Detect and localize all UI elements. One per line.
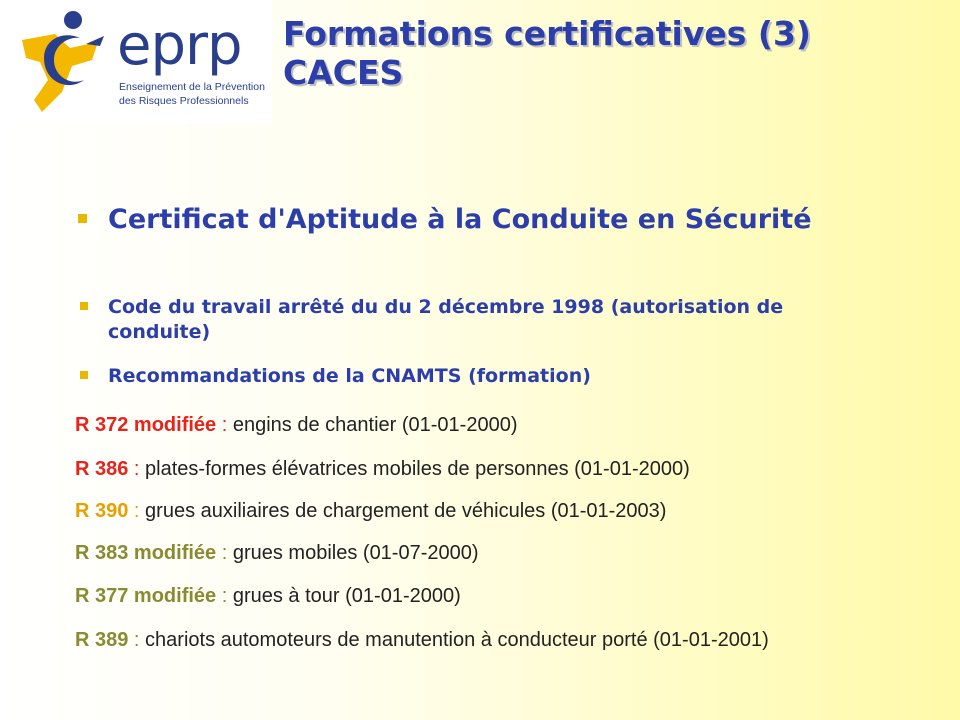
recommendation-description: chariots automoteurs de manutention à conducteur porté (01-01-2001) (145, 629, 769, 651)
slide-title-line1: Formations certificatives (3) (283, 14, 812, 53)
recommendation-code: R 390 (75, 500, 129, 522)
recommendation-separator: : (216, 542, 233, 564)
bullet-marker-icon (80, 302, 88, 310)
recommendation-separator: : (216, 414, 233, 436)
eprp-figure-icon (0, 0, 120, 124)
bullet-marker-icon (80, 371, 88, 379)
recommendation-code: R 389 (75, 629, 129, 651)
recommendation-description: grues mobiles (01-07-2000) (232, 542, 479, 564)
logo-subtitle-line2: des Risques Professionnels (119, 95, 249, 107)
recommendation-code: R 386 (75, 458, 129, 480)
recommendation-code: R 377 modifiée (75, 585, 217, 607)
recommendation-code: R 372 modifiée (75, 414, 217, 436)
recommendation-description: plates-formes élévatrices mobiles de personnes (01-01-2000) (145, 458, 690, 480)
recommendation-description: grues auxiliaires de chargement de véhicules (01-01-2003) (145, 500, 667, 522)
logo-wordmark: eprp (117, 13, 242, 78)
recommendation-separator: : (216, 585, 233, 607)
recommendation-separator: : (128, 458, 146, 480)
recommendation-description: grues à tour (01-01-2000) (232, 585, 461, 607)
recommendation-item (75, 455, 935, 483)
slide-title (283, 14, 943, 92)
bullet-caces-definition: Certificat d'Aptitude à la Conduite en Sécurité (108, 204, 812, 235)
recommendation-code: R 383 modifiée (75, 542, 217, 564)
bullet-recommandations: Recommandations de la CNAMTS (formation) (108, 365, 591, 387)
recommendation-separator: : (128, 629, 146, 651)
slide-title-line2: CACES (283, 53, 404, 92)
recommendation-description: engins de chantier (01-01-2000) (232, 414, 518, 436)
recommendation-item (75, 539, 935, 567)
recommendation-separator: : (128, 500, 146, 522)
recommendation-item (75, 626, 925, 654)
bullet-code-du-travail: Code du travail arrêté du du 2 décembre 1998 (autorisation de conduite) (108, 296, 784, 343)
recommendation-item (75, 411, 935, 439)
recommendation-item (75, 582, 935, 610)
recommendation-item (75, 497, 935, 525)
logo-subtitle-line1: Enseignement de la Prévention (119, 81, 265, 93)
bullet-marker-icon (78, 214, 87, 223)
eprp-logo (0, 0, 272, 124)
logo-subtitle (119, 80, 269, 108)
